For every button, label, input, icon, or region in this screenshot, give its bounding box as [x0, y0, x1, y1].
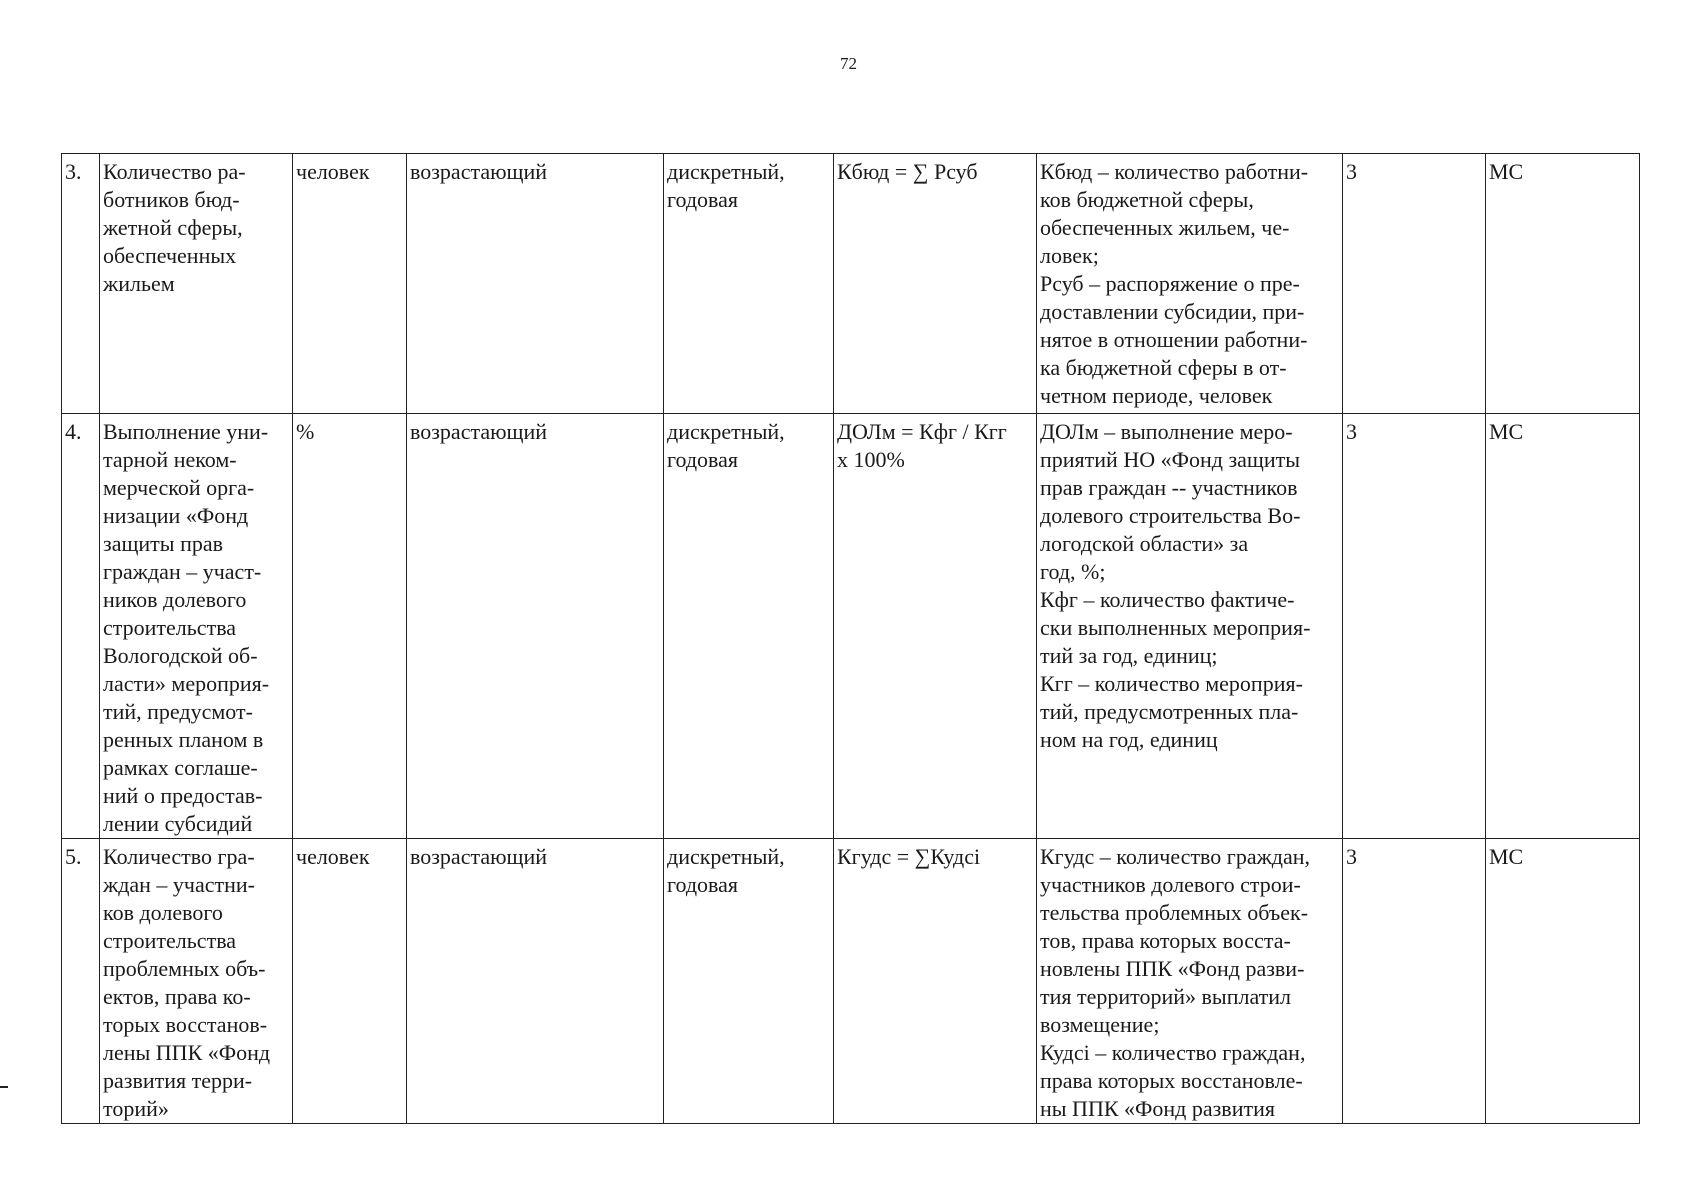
formula-cell-line: х 100%	[837, 447, 905, 472]
description-cell-line: тов, права которых восста-	[1040, 928, 1291, 953]
indicator-name-line: обеспеченных	[103, 243, 237, 268]
indicator-name-line: проблемных объ-	[103, 956, 266, 981]
indicator-name-line: ласти» мероприя-	[103, 671, 270, 696]
description-cell-line: ны ППК «Фонд развития	[1040, 1096, 1275, 1121]
description-cell-line: ловек;	[1040, 243, 1099, 268]
indicator-name-line: развития терри-	[103, 1068, 253, 1093]
method-cell: 3	[1343, 414, 1486, 839]
table-row	[62, 414, 1640, 839]
description-cell	[1037, 414, 1343, 839]
indicator-name-line: строительства	[103, 928, 237, 953]
unit-cell: человек	[293, 154, 407, 414]
method-cell: 3	[1343, 839, 1486, 1124]
description-cell-line: ДОЛм – выполнение меро-	[1040, 419, 1293, 444]
description-cell-line: новлены ППК «Фонд разви-	[1040, 956, 1305, 981]
indicator-name-line: Количество гра-	[103, 844, 255, 869]
description-cell-line: ном на год, единиц	[1040, 727, 1218, 752]
description-cell-line: нятое в отношении работни-	[1040, 327, 1308, 352]
description-cell-line: ски выполненных мероприя-	[1040, 615, 1311, 640]
indicator-name-line: низации «Фонд	[103, 503, 249, 528]
source-cell: МС	[1486, 839, 1640, 1124]
indicator-name-line: жетной сферы,	[103, 215, 243, 240]
margin-mark	[0, 1086, 8, 1088]
indicator-name-line: строительства	[103, 615, 237, 640]
indicator-name-line: мерческой орга-	[103, 475, 255, 500]
indicator-name-line: ний о предостав-	[103, 783, 263, 808]
description-cell-line: Кгудс – количество граждан,	[1040, 844, 1311, 869]
table-row	[62, 154, 1640, 414]
indicator-name	[100, 839, 293, 1124]
indicator-name-line: ждан – участни-	[103, 872, 256, 897]
indicator-type	[664, 414, 834, 839]
dynamics-cell: возрастающий	[407, 414, 664, 839]
indicator-name-line: ренных планом в	[103, 727, 264, 752]
description-cell-line: Рсуб – распоряжение о пре-	[1040, 271, 1300, 296]
formula-cell	[834, 154, 1037, 414]
indicator-name-line: ников долевого	[103, 587, 247, 612]
indicator-type	[664, 839, 834, 1124]
source-cell: МС	[1486, 414, 1640, 839]
indicators-table	[61, 153, 1640, 1124]
formula-cell-line: Кгудс = ∑Кудсі	[837, 844, 981, 869]
table-row	[62, 839, 1640, 1124]
description-cell-line: возмещение;	[1040, 1012, 1160, 1037]
description-cell	[1037, 839, 1343, 1124]
indicator-name	[100, 414, 293, 839]
indicator-name-line: торых восстанов-	[103, 1012, 268, 1037]
description-cell-line: прав граждан -- участников	[1040, 475, 1298, 500]
indicator-type-line: годовая	[667, 447, 739, 472]
indicator-name-line: ектов, права ко-	[103, 984, 251, 1009]
indicator-type-line: дискретный,	[667, 844, 785, 869]
description-cell-line: год, %;	[1040, 559, 1106, 584]
indicator-name-line: лении субсидий	[103, 811, 253, 836]
indicator-name-line: Количество ра-	[103, 159, 246, 184]
indicator-name-line: тарной неком-	[103, 447, 237, 472]
indicator-name	[100, 154, 293, 414]
description-cell-line: Кбюд – количество работни-	[1040, 159, 1309, 184]
description-cell-line: логодской области» за	[1040, 531, 1249, 556]
description-cell-line: Кудсі – количество граждан,	[1040, 1040, 1306, 1065]
indicator-name-line: Вологодской об-	[103, 643, 258, 668]
indicator-type-line: годовая	[667, 187, 739, 212]
page-number: 72	[840, 54, 857, 73]
indicator-name-line: лены ППК «Фонд	[103, 1040, 271, 1065]
indicator-type-line: дискретный,	[667, 419, 785, 444]
formula-cell	[834, 839, 1037, 1124]
description-cell-line: Кфг – количество фактиче-	[1040, 587, 1295, 612]
indicator-name-line: граждан – участ-	[103, 559, 262, 584]
indicator-name-line: ботников бюд-	[103, 187, 240, 212]
unit-cell: человек	[293, 839, 407, 1124]
row-number: 4.	[62, 414, 100, 839]
indicator-name-line: ков долевого	[103, 900, 223, 925]
indicator-type-line: дискретный,	[667, 159, 785, 184]
indicator-type	[664, 154, 834, 414]
unit-cell: %	[293, 414, 407, 839]
description-cell-line: участников долевого строи-	[1040, 872, 1301, 897]
description-cell-line: тий, предусмотренных пла-	[1040, 699, 1299, 724]
indicator-name-line: Выполнение уни-	[103, 419, 269, 444]
description-cell-line: Кгг – количество мероприя-	[1040, 671, 1303, 696]
row-number: 5.	[62, 839, 100, 1124]
description-cell-line: обеспеченных жильем, че-	[1040, 215, 1290, 240]
description-cell-line: тий за год, единиц;	[1040, 643, 1218, 668]
description-cell-line: тельства проблемных объек-	[1040, 900, 1309, 925]
indicator-name-line: торий»	[103, 1096, 169, 1121]
indicator-name-line: жильем	[103, 271, 175, 296]
description-cell-line: права которых восстановле-	[1040, 1068, 1303, 1093]
description-cell	[1037, 154, 1343, 414]
source-cell: МС	[1486, 154, 1640, 414]
indicator-type-line: годовая	[667, 872, 739, 897]
method-cell: 3	[1343, 154, 1486, 414]
indicator-name-line: тий, предусмот-	[103, 699, 253, 724]
description-cell-line: доставлении субсидии, при-	[1040, 299, 1305, 324]
formula-cell-line: Кбюд = ∑ Рсуб	[837, 159, 978, 184]
indicator-name-line: рамках соглаше-	[103, 755, 258, 780]
description-cell-line: ка бюджетной сферы в от-	[1040, 355, 1287, 380]
description-cell-line: долевого строительства Во-	[1040, 503, 1301, 528]
description-cell-line: приятий НО «Фонд защиты	[1040, 447, 1301, 472]
formula-cell	[834, 414, 1037, 839]
description-cell-line: четном периоде, человек	[1040, 383, 1273, 408]
indicator-name-line: защиты прав	[103, 531, 223, 556]
row-number: 3.	[62, 154, 100, 414]
formula-cell-line: ДОЛм = Кфг / Кгг	[837, 419, 1007, 444]
description-cell-line: тия территорий» выплатил	[1040, 984, 1292, 1009]
description-cell-line: ков бюджетной сферы,	[1040, 187, 1254, 212]
dynamics-cell: возрастающий	[407, 839, 664, 1124]
dynamics-cell: возрастающий	[407, 154, 664, 414]
